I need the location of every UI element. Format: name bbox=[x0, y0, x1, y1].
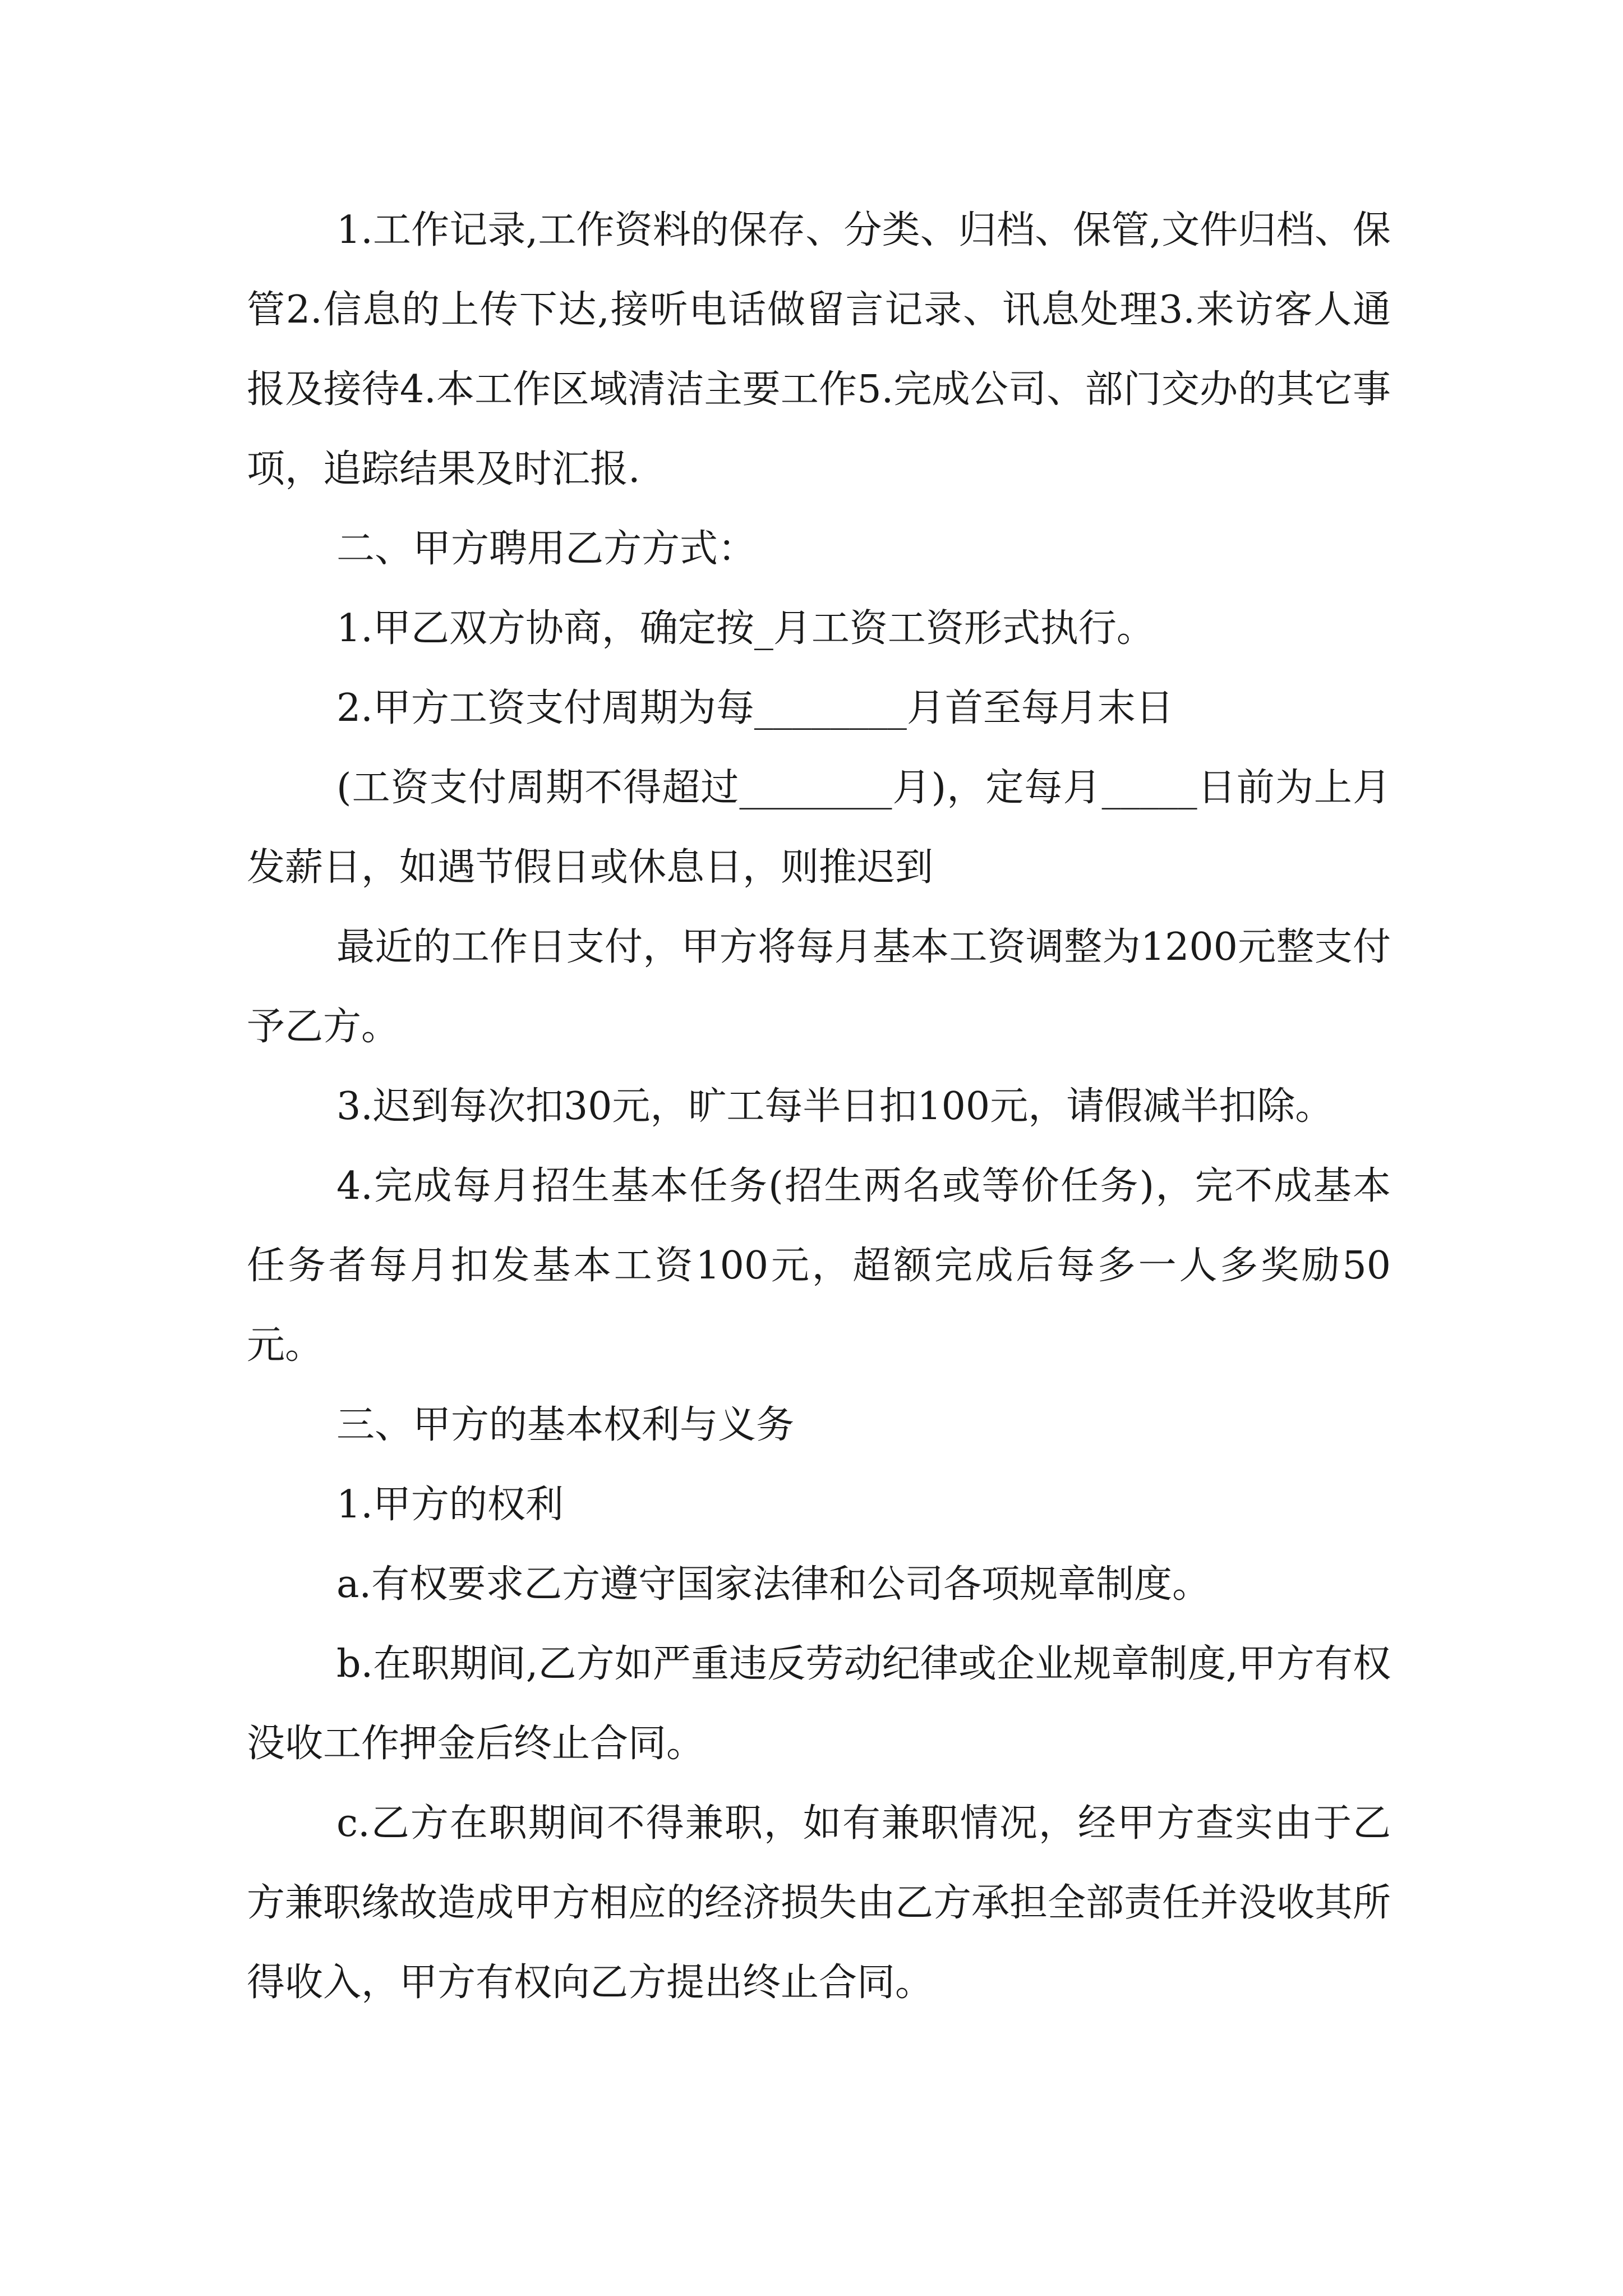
clause-right-b: b.在职期间,乙方如严重违反劳动纪律或企业规章制度,甲方有权没收工作押金后终止合同。 bbox=[247, 1642, 1391, 1766]
section-heading-employer-rights: 三、甲方的基本权利与义务 bbox=[336, 1403, 795, 1447]
document-body bbox=[247, 191, 1391, 2023]
clause-pay-cycle-limit: (工资支付周期不得超过________月)，定每月_____日前为上月发薪日，如遇节假日或休息日，则推迟到 bbox=[247, 766, 1391, 890]
subheading-employer-rights: 1.甲方的权利 bbox=[336, 1483, 564, 1527]
clause-right-a: a.有权要求乙方遵守国家法律和公司各项规章制度。 bbox=[336, 1562, 1211, 1607]
clause-wage-form: 1.甲乙双方协商，确定按_月工资工资形式执行。 bbox=[336, 606, 1155, 651]
section-heading-employment-method: 二、甲方聘用乙方方式： bbox=[336, 527, 757, 571]
clause-deductions: 3.迟到每次扣30元，旷工每半日扣100元，请假减半扣除。 bbox=[336, 1084, 1334, 1129]
clause-base-salary: 最近的工作日支付，甲方将每月基本工资调整为1200元整支付予乙方。 bbox=[247, 925, 1391, 1049]
paragraph-job-duties: 1.工作记录,工作资料的保存、分类、归档、保管,文件归档、保管2.信息的上传下达,接听电话做留言记录、讯息处理3.来访客人通报及接待4.本工作区域清洁主要工作5.完成公司、部门交办的其它事项，追踪结果及时汇报. bbox=[247, 208, 1391, 491]
clause-pay-cycle: 2.甲方工资支付周期为每________月首至每月末日 bbox=[336, 686, 1174, 730]
clause-right-c: c.乙方在职期间不得兼职，如有兼职情况，经甲方查实由于乙方兼职缘故造成甲方相应的经济损失由乙方承担全部责任并没收其所得收入，甲方有权向乙方提出终止合同。 bbox=[247, 1801, 1391, 2005]
clause-enrollment-task: 4.完成每月招生基本任务(招生两名或等价任务)，完不成基本任务者每月扣发基本工资100元，超额完成后每多一人多奖励50元。 bbox=[247, 1164, 1391, 1368]
